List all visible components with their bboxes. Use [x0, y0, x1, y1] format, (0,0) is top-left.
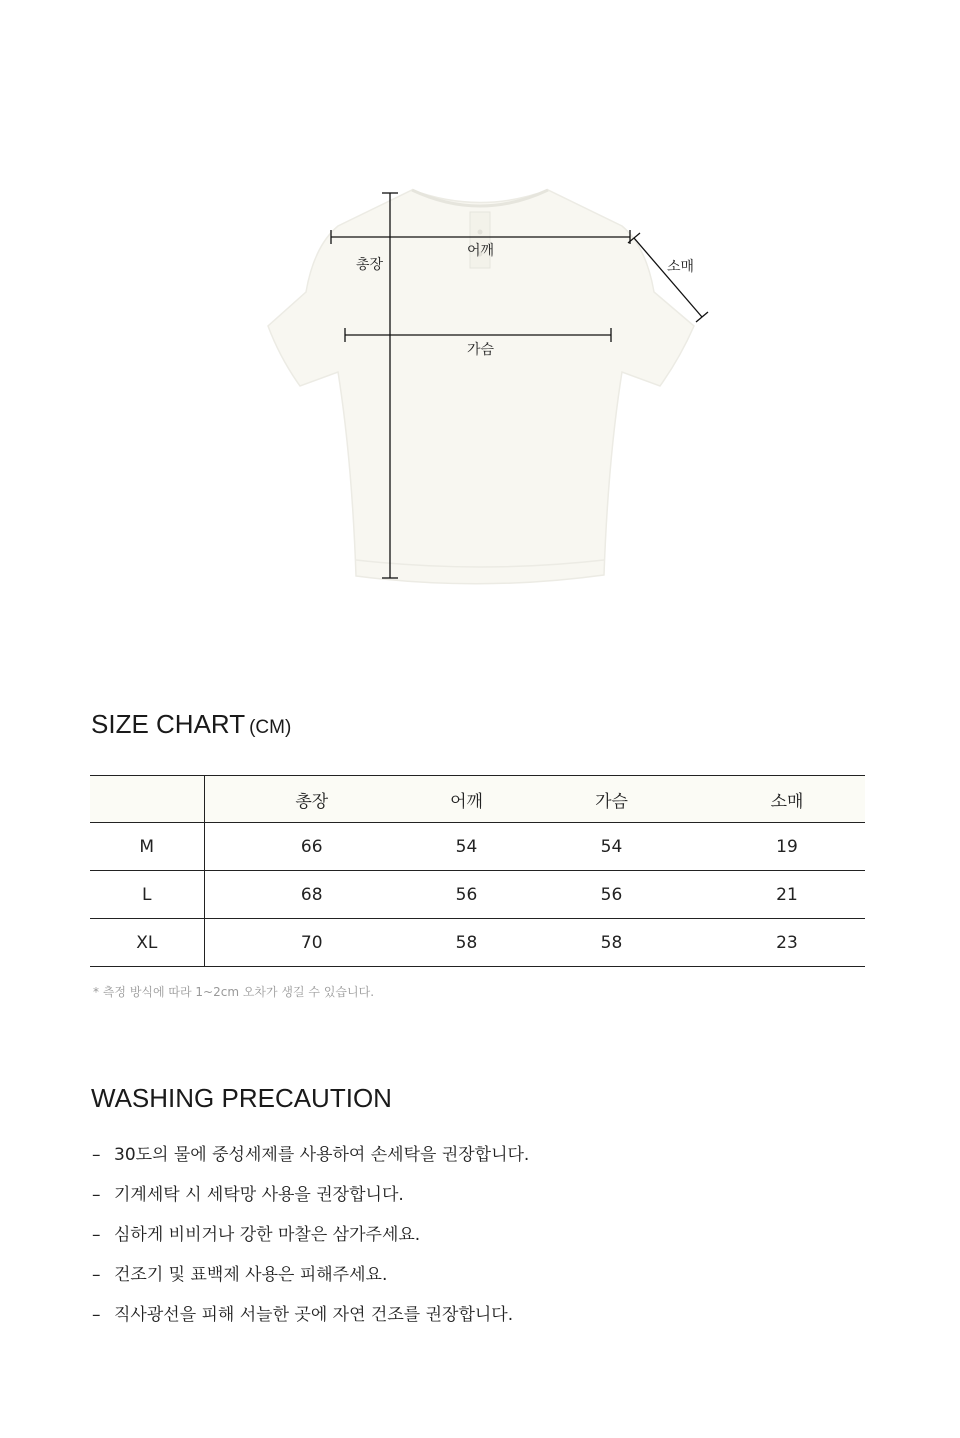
measurement-diagram [0, 0, 960, 640]
shoulder-label: 어깨 [467, 243, 495, 259]
bullet-dash: – [92, 1185, 101, 1205]
table-row [90, 871, 865, 919]
list-item-text: 건조기 및 표백제 사용은 피해주세요. [114, 1265, 388, 1285]
table-cell-size: XL [90, 919, 204, 967]
size-chart-unit: (CM) [249, 717, 292, 738]
measurement-note: * 측정 방식에 따라 1~2cm 오차가 생길 수 있습니다. [93, 985, 375, 999]
bullet-dash: – [92, 1265, 101, 1285]
list-item-text: 심하게 비비거나 강한 마찰은 삼가주세요. [114, 1225, 421, 1245]
list-item-text: 직사광선을 피해 서늘한 곳에 자연 건조를 권장합니다. [114, 1305, 514, 1325]
washing-list [92, 1143, 529, 1343]
bullet-dash: – [92, 1305, 101, 1325]
placket [470, 212, 490, 268]
table-cell-size: M [90, 823, 204, 871]
list-item [92, 1143, 529, 1183]
chest-label: 가슴 [467, 342, 495, 358]
table-cell: 66 [300, 836, 323, 857]
tshirt-illustration [0, 0, 960, 640]
size-table [90, 775, 865, 967]
table-cell: 56 [600, 884, 623, 905]
header-cell-total-length: 총장 [295, 791, 329, 812]
table-cell: 68 [300, 884, 323, 905]
header-cell-size [90, 776, 204, 823]
table-row [90, 919, 865, 967]
table-cell: 21 [776, 884, 798, 905]
list-item [92, 1303, 529, 1343]
washing-title: WASHING PRECAUTION [91, 1083, 392, 1113]
table-cell: 58 [600, 932, 623, 953]
table-cell: 19 [776, 836, 798, 857]
size-chart-title [91, 709, 291, 740]
header-cell-shoulder: 어깨 [450, 791, 483, 812]
list-item [92, 1223, 529, 1263]
list-item [92, 1263, 529, 1303]
total-length-label: 총장 [356, 257, 384, 273]
size-chart-title-text: SIZE CHART [91, 709, 246, 739]
bullet-dash: – [92, 1225, 101, 1245]
list-item-text: 기계세탁 시 세탁망 사용을 권장합니다. [114, 1185, 404, 1205]
bullet-dash: – [92, 1145, 101, 1165]
table-cell: 54 [455, 836, 478, 857]
list-item-text: 30도의 물에 중성세제를 사용하여 손세탁을 권장합니다. [114, 1145, 530, 1165]
table-cell: 70 [300, 932, 323, 953]
table-cell: 56 [455, 884, 478, 905]
table-cell: 23 [776, 932, 798, 953]
table-cell: 54 [600, 836, 623, 857]
header-cell-sleeve: 소매 [770, 791, 804, 812]
sleeve-cap-bottom [696, 312, 708, 322]
header-cell-chest: 가슴 [595, 791, 628, 812]
table-header-row [90, 776, 865, 823]
table-row [90, 823, 865, 871]
table-cell-size: L [90, 871, 204, 919]
list-item [92, 1183, 529, 1223]
button-top [478, 230, 483, 235]
table-cell: 58 [455, 932, 478, 953]
sleeve-label: 소매 [667, 259, 695, 275]
